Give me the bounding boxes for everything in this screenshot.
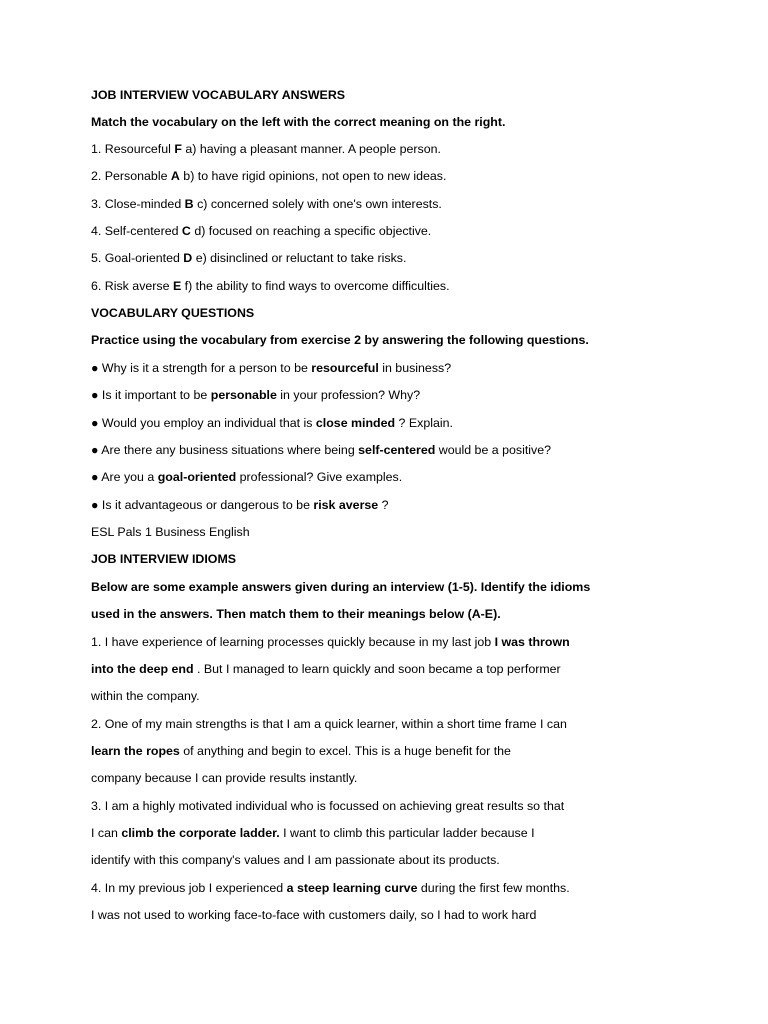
answer-line: 4. In my previous job I experienced a steep learning curve during the first few months. [91,881,570,895]
answer-line: identify with this company's values and I am passionate about its products. [91,853,500,867]
match-item: 6. Risk averse E f) the ability to find ways to overcome difficulties. [91,279,450,293]
answer-line: 1. I have experience of learning processes quickly because in my last job I was thrown [91,635,570,649]
match-item: 4. Self-centered C d) focused on reaching a specific objective. [91,224,432,238]
answer-line: 3. I am a highly motivated individual who is focussed on achieving great results so that [91,799,565,813]
answer-line: into the deep end . But I managed to learn quickly and soon became a top performer [91,662,561,676]
idioms-instruction-line: used in the answers. Then match them to their meanings below (A-E). [91,607,501,621]
answer-line: I can climb the corporate ladder. I want to climb this particular ladder because I [91,826,535,840]
question-item: ● Are you a goal-oriented professional? Give examples. [91,470,403,484]
question-item: ● Why is it a strength for a person to be resourceful in business? [91,361,452,375]
questions-instruction: Practice using the vocabulary from exercise 2 by answering the following questions. [91,333,589,347]
answer-line: learn the ropes of anything and begin to excel. This is a huge benefit for the [91,744,511,758]
answer-line: company because I can provide results instantly. [91,771,358,785]
answer-line: 2. One of my main strengths is that I am a quick learner, within a short time frame I can [91,717,567,731]
idioms-instruction-line: Below are some example answers given during an interview (1-5). Identify the idioms [91,580,591,594]
document-title: JOB INTERVIEW VOCABULARY ANSWERS [91,88,346,102]
match-instruction: Match the vocabulary on the left with the correct meaning on the right. [91,115,506,129]
question-item: ● Would you employ an individual that is close minded ? Explain. [91,416,453,430]
match-item: 1. Resourceful F a) having a pleasant manner. A people person. [91,142,441,156]
answer-line: within the company. [91,689,200,703]
idioms-heading: JOB INTERVIEW IDIOMS [91,552,237,566]
match-item: 3. Close-minded B c) concerned solely with one's own interests. [91,197,442,211]
match-item: 5. Goal-oriented D e) disinclined or reluctant to take risks. [91,251,407,265]
match-item: 2. Personable A b) to have rigid opinions, not open to new ideas. [91,169,447,183]
question-item: ● Is it advantageous or dangerous to be risk averse ? [91,498,389,512]
question-item: ● Are there any business situations where being self-centered would be a positive? [91,443,552,457]
question-item: ● Is it important to be personable in your profession? Why? [91,388,421,402]
page-footer: ESL Pals 1 Business English [91,525,250,539]
questions-heading: VOCABULARY QUESTIONS [91,306,255,320]
answer-line: I was not used to working face-to-face with customers daily, so I had to work hard [91,908,537,922]
